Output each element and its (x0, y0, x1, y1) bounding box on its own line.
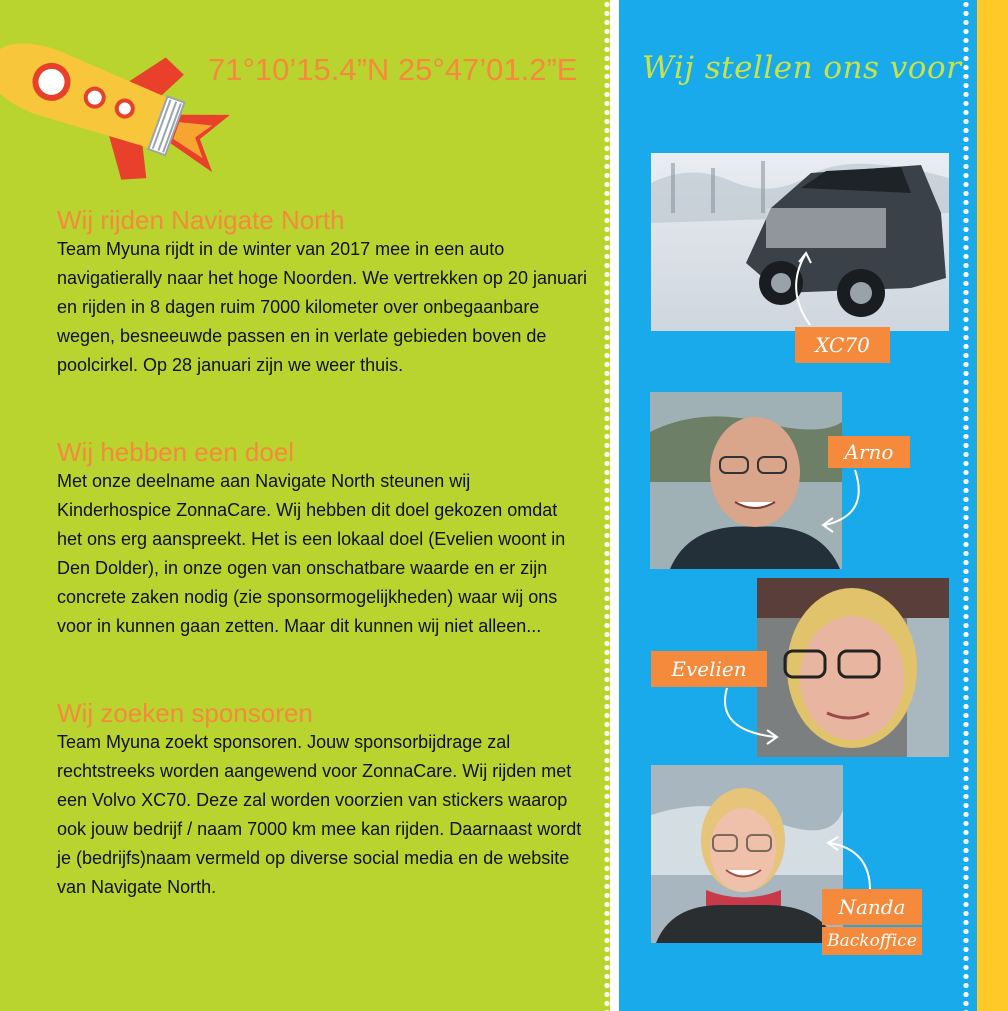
gps-coordinates: 71°10’15.4”N 25°47’01.2”E (208, 52, 578, 87)
section-heading: Wij hebben een doel (57, 437, 295, 467)
section-heading: Wij zoeken sponsoren (57, 698, 313, 728)
dotted-divider-left (603, 0, 611, 1011)
arno-photo (650, 392, 842, 569)
section-body: Team Myuna zoekt sponsoren. Jouw sponsorbijdrage zal rechtstreeks worden aangewend voor ZonnaCare. Wij rijden met een Volvo XC70. Deze zal worden voorzien van stickers waarop ook jouw bedrijf / naam 7000 km mee kan rijden. Daarnaast wordt je (bedrijfs)naam vermeld op diverse social media en de website van Navigate North. (57, 732, 582, 897)
arrow-icon (820, 835, 880, 895)
car-label: XC70 (795, 327, 890, 363)
evelien-photo (757, 578, 949, 757)
section-body: Met onze deelname aan Navigate North steunen wij Kinderhospice ZonnaCare. Wij hebben dit doel gekozen omdat het ons erg aanspreekt. Het is een lokaal doel (Evelien woont in Den Dolder), in onze ogen van onschatbare waarde en er zijn concrete zaken nodig (zie sponsormogelijkheden) waar wij ons voor in kunnen gaan zetten. Maar dit kunnen wij niet alleen... (57, 471, 566, 636)
section-sponsors (57, 698, 587, 902)
arno-label: Arno (828, 436, 910, 468)
section-heading: Wij rijden Navigate North (57, 205, 345, 235)
dotted-divider-right (962, 0, 970, 1011)
intro-title: Wij stellen ons voor (642, 50, 962, 86)
yellow-edge-strip (977, 0, 1008, 1011)
evelien-label: Evelien (651, 651, 767, 687)
section-goal (57, 437, 587, 641)
arrow-icon (785, 250, 825, 330)
arrow-icon (715, 685, 785, 745)
nanda-label: Nanda (822, 889, 922, 925)
section-body: Team Myuna rijdt in de winter van 2017 mee in een auto navigatierally naar het hoge Noorden. We vertrekken op 20 januari en rijden in 8 dagen ruim 7000 kilometer over onbegaanbare wegen, besneeuwde passen en in verlate gebieden boven de poolcirkel. Op 28 januari zijn we weer thuis. (57, 239, 587, 375)
nanda-role-label: Backoffice (822, 927, 922, 955)
arrow-icon (815, 465, 865, 535)
section-rally (57, 205, 587, 380)
nanda-photo (651, 765, 843, 943)
rocket-icon (0, 25, 240, 195)
